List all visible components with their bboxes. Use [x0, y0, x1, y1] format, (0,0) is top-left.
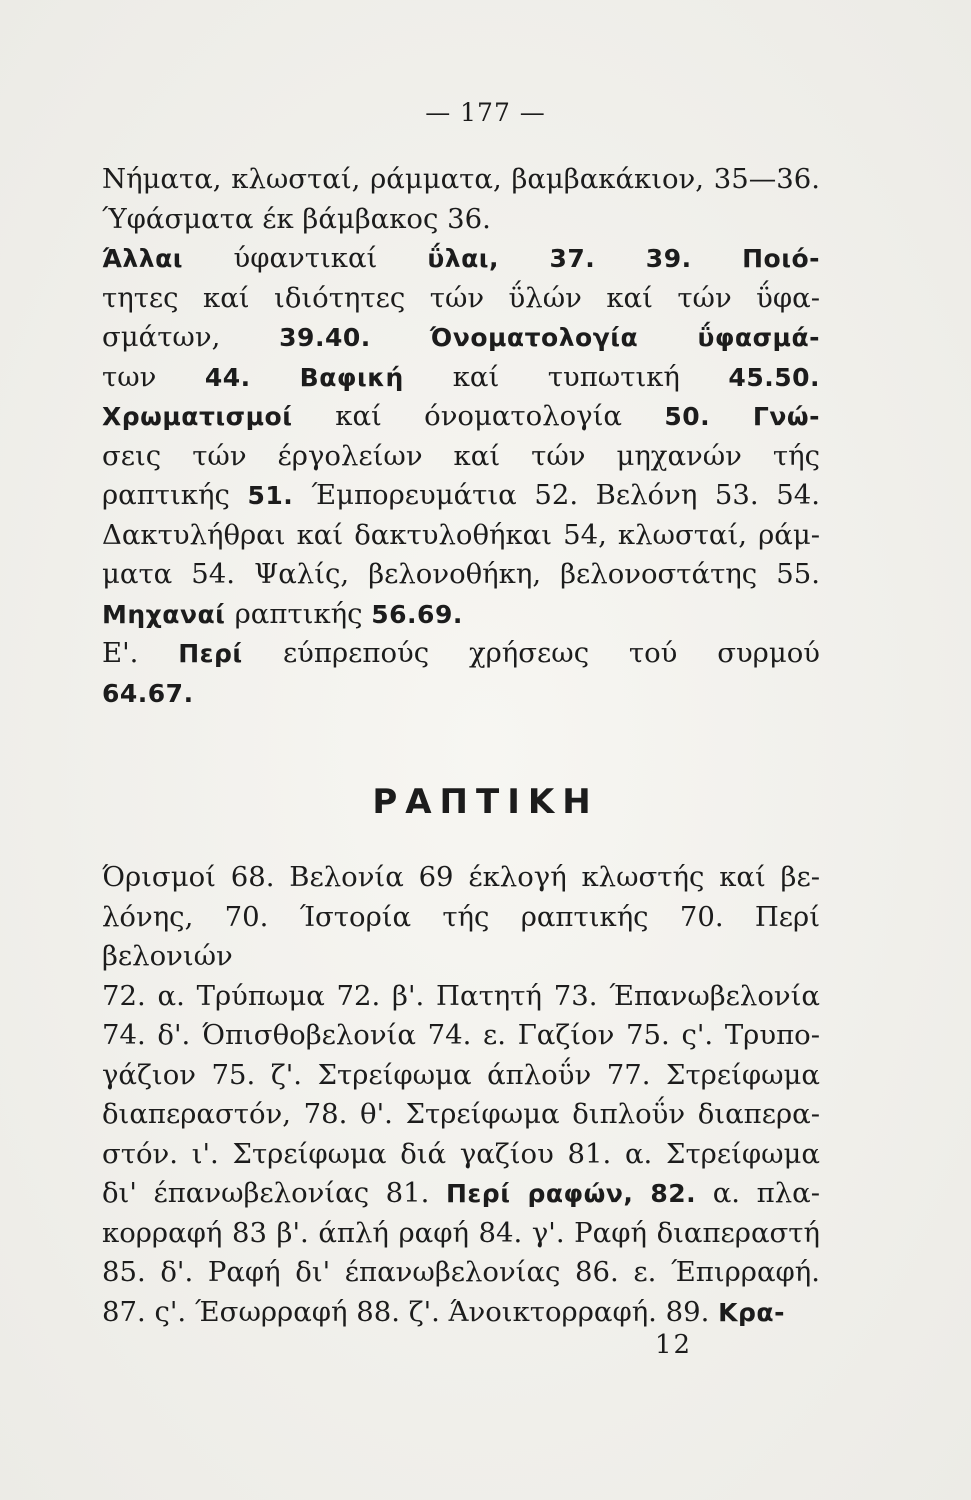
- text-run: των: [102, 360, 205, 393]
- text-line: [102, 898, 820, 977]
- text-line: [102, 476, 820, 516]
- text-run: στόν. ι'. Στρείφωμα διά γαζίου 81. α. Στρείφωμα: [102, 1137, 820, 1170]
- text-run: λόνης, 70. Ίστορία τής ραπτικής 70. Περί βελονιών: [102, 900, 820, 972]
- bold-run: 50. Γνώ-: [664, 402, 820, 431]
- bold-run: 56.69.: [371, 599, 463, 629]
- text-run: 72. α. Τρύπωμα 72. β'. Πατητή 73. Έπανωβελονία: [102, 979, 820, 1012]
- text-line: [102, 674, 820, 714]
- bold-run: Μηχαναί: [102, 599, 235, 629]
- text-run: ραπτικής: [102, 479, 248, 511]
- text-line: [102, 318, 820, 358]
- text-line: [102, 1214, 820, 1254]
- bold-run: 64.67.: [102, 678, 194, 708]
- text-run: καί όνοματολογία: [335, 400, 665, 432]
- text-line: [102, 200, 820, 240]
- bold-run: Όνοματολογία ΰφασμά-: [430, 323, 820, 352]
- contents-section-2: [102, 858, 820, 1332]
- text-line: [102, 279, 820, 319]
- text-run: Δακτυλήθραι καί δακτυλοθήκαι 54, κλωσταί, ράμ-: [102, 518, 820, 551]
- text-line: [102, 858, 820, 898]
- bold-run: ΰλαι, 37. 39. Ποιό-: [427, 244, 820, 273]
- text-run: διαπεραστόν, 78. θ'. Στρείφωμα διπλοΰν διαπερα-: [102, 1098, 820, 1130]
- section-title: ΡΑΠΤΙΚΗ: [372, 782, 599, 822]
- text-line: [102, 397, 820, 437]
- text-run: Νήματα, κλωσταί, ράμματα, βαμβακάκιον, 35—36.: [102, 163, 820, 195]
- text-run: 85. δ'. Ραφή δι' έπανωβελονίας 86. ε. Έπιρραφή.: [102, 1256, 820, 1288]
- text-line: [102, 239, 820, 279]
- text-run: 87. ς'. Έσωρραφή 88. ζ'. Άνοικτορραφή. 89.: [102, 1295, 719, 1328]
- page-number: — 177 —: [425, 98, 546, 127]
- bold-run: 45.50.: [728, 362, 820, 392]
- text-line: [102, 977, 820, 1017]
- text-line: [102, 1056, 820, 1096]
- text-line: [102, 516, 820, 556]
- text-line: [102, 160, 820, 200]
- bold-run: 44. Βαφική: [204, 362, 453, 392]
- text-run: Ύφάσματα έκ βάμβακος 36.: [102, 202, 491, 235]
- text-run: σμάτων,: [102, 321, 280, 353]
- bold-run: Περί ραφών, 82.: [445, 1179, 697, 1208]
- text-run: τητες καί ιδιότητες τών ΰλών καί τών ΰφα-: [102, 281, 820, 314]
- text-line: [102, 1253, 820, 1293]
- bold-run: 39.40.: [279, 323, 431, 352]
- text-line: [102, 555, 820, 595]
- text-run: εύπρεπούς χρήσεως τού συρμού: [282, 637, 820, 669]
- text-run: σεις τών έργολείων καί τών μηχανών τής: [102, 439, 820, 472]
- text-run: Όρισμοί 68. Βελονία 69 έκλογή κλωστής καί βε-: [102, 861, 820, 893]
- text-line: [102, 1293, 820, 1333]
- text-line: [102, 595, 820, 635]
- signature-mark: 12: [655, 1330, 693, 1360]
- bold-run: Περί: [178, 639, 283, 668]
- text-run: κορραφή 83 β'. άπλή ραφή 84. γ'. Ραφή διαπεραστή: [102, 1216, 820, 1249]
- text-line: [102, 1135, 820, 1175]
- text-run: Ε'.: [102, 637, 179, 669]
- text-run: ύφαντικαί: [233, 242, 428, 274]
- text-run: α. πλα-: [696, 1177, 820, 1209]
- text-line: [102, 634, 820, 674]
- text-run: Έμπορευμάτια 52. Βελόνη 53. 54.: [311, 479, 820, 511]
- bold-run: 51.: [247, 481, 312, 510]
- text-run: δι' έπανωβελονίας 81.: [102, 1177, 446, 1209]
- bold-run: Κρα-: [718, 1297, 785, 1327]
- text-run: γάζιον 75. ζ'. Στρείφωμα άπλοΰν 77. Στρείφωμα: [102, 1058, 820, 1091]
- bold-run: Άλλαι: [102, 244, 234, 273]
- text-line: [102, 437, 820, 477]
- text-run: καί τυπωτική: [452, 360, 729, 393]
- text-line: [102, 358, 820, 398]
- text-line: [102, 1016, 820, 1056]
- text-run: ραπτικής: [234, 597, 372, 630]
- bold-run: Χρωματισμοί: [102, 402, 336, 431]
- text-line: [102, 1174, 820, 1214]
- text-run: 74. δ'. Όπισθοβελονία 74. ε. Γαζίον 75. ς'. Τρυπο-: [102, 1019, 820, 1051]
- contents-section-1: [102, 160, 820, 713]
- text-run: ματα 54. Ψαλίς, βελονοθήκη, βελονοστάτης 55.: [102, 558, 820, 590]
- text-line: [102, 1095, 820, 1135]
